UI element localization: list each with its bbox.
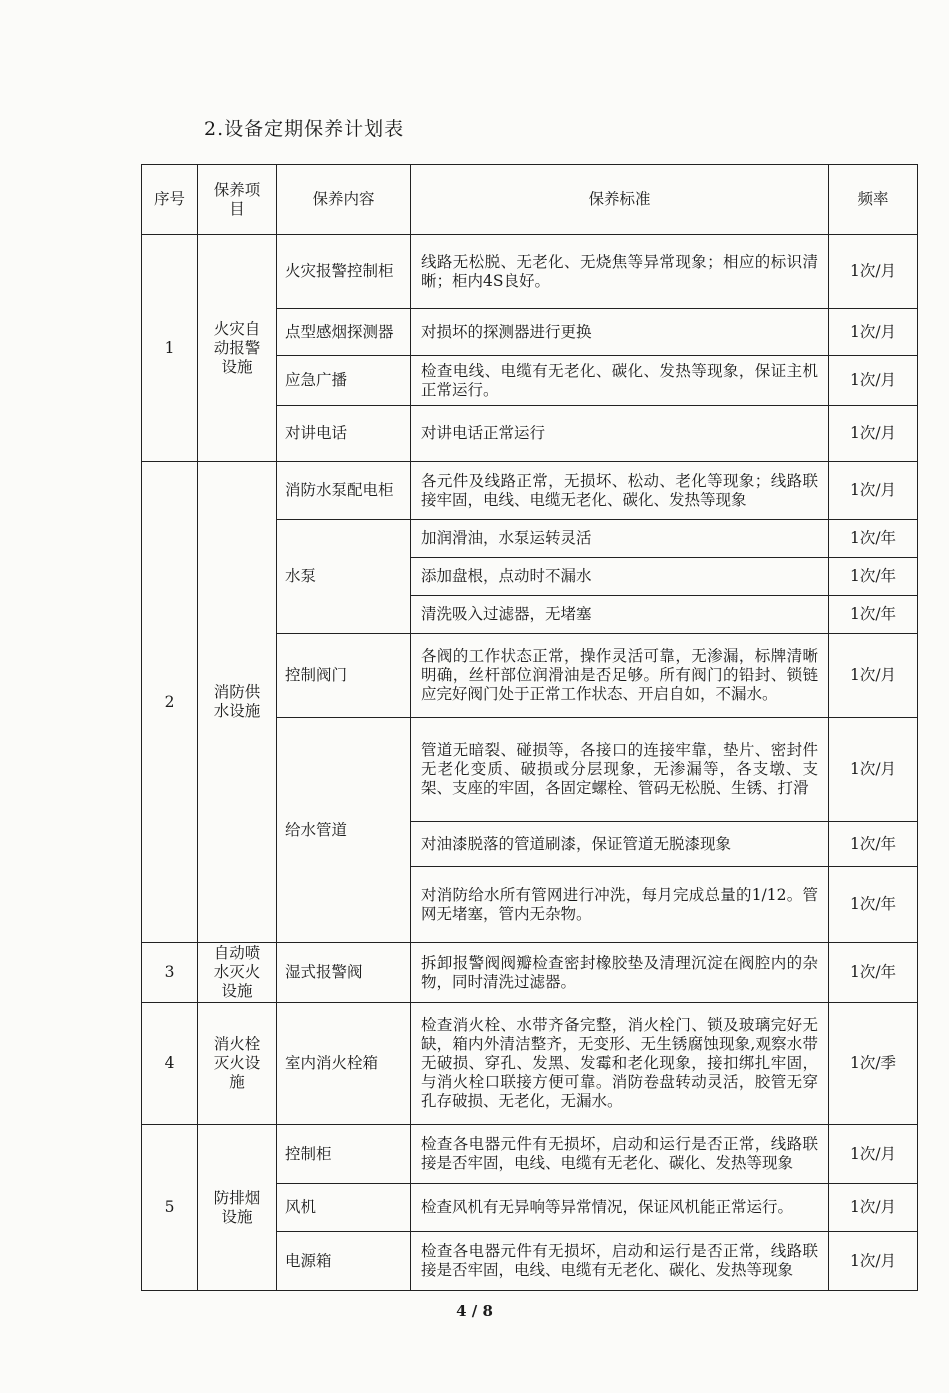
row-5-standard: 各元件及线路正常，无损坏、松动、老化等现象；线路联接牢固，电线、电缆无老化、碳化、发热等现象 <box>411 462 829 520</box>
row-13-content: 湿式报警阀 <box>277 943 411 1003</box>
table-row <box>142 1125 918 1184</box>
row-17-content: 电源箱 <box>277 1232 411 1291</box>
row-7-frequency: 1次/年 <box>829 558 918 596</box>
row-9-content: 控制阀门 <box>277 634 411 718</box>
row-16-standard: 检查风机有无异响等异常情况，保证风机能正常运行。 <box>411 1184 829 1232</box>
group-3-no: 3 <box>142 943 198 1003</box>
group-3-item: 自动喷水灭火设施 <box>198 943 277 1003</box>
row-8-standard: 清洗吸入过滤器，无堵塞 <box>411 596 829 634</box>
row-11-standard: 对油漆脱落的管道刷漆，保证管道无脱漆现象 <box>411 822 829 867</box>
row-3-standard: 检查电线、电缆有无老化、碳化、发热等现象，保证主机正常运行。 <box>411 356 829 406</box>
row-5-frequency: 1次/月 <box>829 462 918 520</box>
header-item: 保养项目 <box>198 165 277 235</box>
row-17-frequency: 1次/月 <box>829 1232 918 1291</box>
group-5-no: 5 <box>142 1125 198 1291</box>
row-16-frequency: 1次/月 <box>829 1184 918 1232</box>
row-16-content: 风机 <box>277 1184 411 1232</box>
row-2-content: 点型感烟探测器 <box>277 309 411 356</box>
row-1-standard: 线路无松脱、无老化、无烧焦等异常现象；相应的标识清晰；柜内4S良好。 <box>411 235 829 309</box>
row-10-standard: 管道无暗裂、碰损等，各接口的连接牢靠，垫片、密封件无老化变质、破损或分层现象，无渗漏等，各支墩、支架、支座的牢固，各固定螺栓、管码无松脱、生锈、打滑 <box>411 718 829 822</box>
row-14-content: 室内消火栓箱 <box>277 1003 411 1125</box>
row-10-frequency: 1次/月 <box>829 718 918 822</box>
row-2-frequency: 1次/月 <box>829 309 918 356</box>
row-12-standard: 对消防给水所有管网进行冲洗，每月完成总量的1/12。管网无堵塞，管内无杂物。 <box>411 867 829 943</box>
document-title: 2.设备定期保养计划表 <box>204 118 405 140</box>
row-6-standard: 加润滑油，水泵运转灵活 <box>411 520 829 558</box>
row-6-content: 水泵 <box>277 520 411 634</box>
group-1-item: 火灾自动报警设施 <box>198 235 277 462</box>
row-1-content: 火灾报警控制柜 <box>277 235 411 309</box>
row-15-content: 控制柜 <box>277 1125 411 1184</box>
row-6-frequency: 1次/年 <box>829 520 918 558</box>
row-14-standard: 检查消火栓、水带齐备完整，消火栓门、锁及玻璃完好无缺，箱内外清洁整齐，无变形、无生锈腐蚀现象,观察水带无破损、穿孔、发黑、发霉和老化现象，接扣绑扎牢固，与消火栓口联接方便可靠。消防卷盘转动灵活，胶管无穿孔存破损、无老化，无漏水。 <box>411 1003 829 1125</box>
group-4-no: 4 <box>142 1003 198 1125</box>
row-14-frequency: 1次/季 <box>829 1003 918 1125</box>
row-15-frequency: 1次/月 <box>829 1125 918 1184</box>
row-3-frequency: 1次/月 <box>829 356 918 406</box>
row-2-standard: 对损坏的探测器进行更换 <box>411 309 829 356</box>
header-frequency: 频率 <box>829 165 918 235</box>
table-row <box>142 1003 918 1125</box>
row-4-content: 对讲电话 <box>277 406 411 462</box>
table-row <box>142 235 918 309</box>
row-13-frequency: 1次/年 <box>829 943 918 1003</box>
row-5-content: 消防水泵配电柜 <box>277 462 411 520</box>
group-4-item: 消火栓灭火设施 <box>198 1003 277 1125</box>
header-standard: 保养标准 <box>411 165 829 235</box>
group-5-item: 防排烟设施 <box>198 1125 277 1291</box>
table-row <box>142 462 918 520</box>
row-9-frequency: 1次/月 <box>829 634 918 718</box>
table-row <box>142 943 918 1003</box>
row-13-standard: 拆卸报警阀阀瓣检查密封橡胶垫及清理沉淀在阀腔内的杂物，同时清洗过滤器。 <box>411 943 829 1003</box>
row-7-standard: 添加盘根，点动时不漏水 <box>411 558 829 596</box>
group-2-item: 消防供水设施 <box>198 462 277 943</box>
row-15-standard: 检查各电器元件有无损坏，启动和运行是否正常，线路联接是否牢固，电线、电缆有无老化、碳化、发热等现象 <box>411 1125 829 1184</box>
group-2-no: 2 <box>142 462 198 943</box>
group-1-no: 1 <box>142 235 198 462</box>
row-12-frequency: 1次/年 <box>829 867 918 943</box>
row-11-frequency: 1次/年 <box>829 822 918 867</box>
header-content: 保养内容 <box>277 165 411 235</box>
row-10-content: 给水管道 <box>277 718 411 943</box>
header-no: 序号 <box>142 165 198 235</box>
row-9-standard: 各阀的工作状态正常，操作灵活可靠，无渗漏，标牌清晰明确，丝杆部位润滑油是否足够。所有阀门的铅封、锁链应完好阀门处于正常工作状态、开启自如，不漏水。 <box>411 634 829 718</box>
row-1-frequency: 1次/月 <box>829 235 918 309</box>
page-number: 4 / 8 <box>456 1302 493 1320</box>
header-row <box>142 165 918 235</box>
row-17-standard: 检查各电器元件有无损坏，启动和运行是否正常，线路联接是否牢固，电线、电缆有无老化、碳化、发热等现象 <box>411 1232 829 1291</box>
maintenance-plan-table <box>141 164 918 1291</box>
row-4-frequency: 1次/月 <box>829 406 918 462</box>
row-8-frequency: 1次/年 <box>829 596 918 634</box>
row-3-content: 应急广播 <box>277 356 411 406</box>
row-4-standard: 对讲电话正常运行 <box>411 406 829 462</box>
